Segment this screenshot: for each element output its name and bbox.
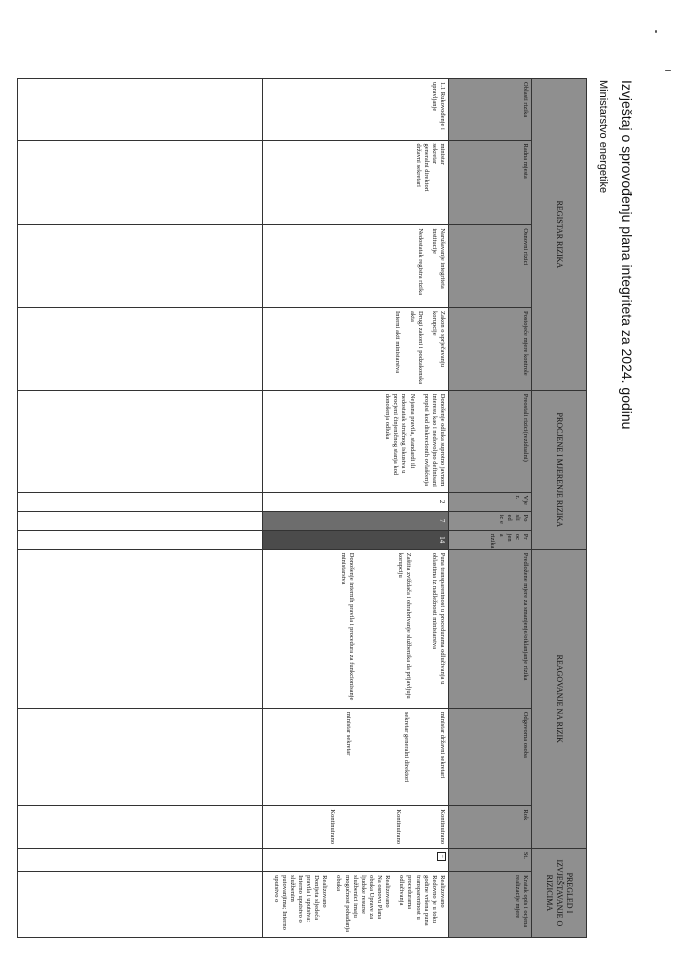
empty-cell (18, 848, 263, 871)
deadline-item: Kontinuirano (328, 809, 336, 845)
risk-item: Narušavanje integriteta institucije (430, 228, 446, 289)
header-measures: Predložene mjere za smanjenje/otklanjanje rizika (449, 549, 532, 708)
header-description: Kratak opis i ocjena realizacije mjere (449, 872, 532, 938)
measure-item: Zaštita zviždača i ohrabrivanje službenika da prijavljuju korupciju (396, 552, 412, 699)
empty-cell (18, 708, 263, 806)
status-item: Realizovano (321, 875, 329, 908)
empty-cell (18, 308, 263, 391)
empty-cell (18, 492, 263, 511)
workplace-item: državni sekretari (414, 143, 422, 187)
group-review: PREGLED I IZVJEŠTAVANJE O RIZICIMA (532, 848, 587, 937)
table-row (18, 79, 263, 938)
table-row (263, 79, 449, 938)
workplace-item: ministar (439, 143, 446, 165)
header-score: Pr oc jen a rizika (449, 530, 532, 549)
cell-deadline (263, 806, 449, 848)
cell-measures (263, 549, 449, 708)
residual-item: Donošenje odluka suprotno javnom interesu kao i nedovoljno definisani propisi kod diskrecionih ovlašćenja (422, 393, 446, 487)
residual-item: Nejasna pravila, standardi ili nedostatak stručnog iskustva u procjeni činjeničnog stanja kod donošenja odluka (384, 393, 416, 476)
checkbox-icon: − (437, 852, 446, 861)
cell-workplace (263, 140, 449, 225)
empty-cell (18, 511, 263, 530)
deadline-item: Kontinuirano (439, 809, 446, 845)
cell-responsible (263, 708, 449, 806)
cell-description (263, 872, 449, 938)
risk-register-table (18, 78, 588, 938)
cell-probability: 2 (263, 492, 449, 511)
document-subtitle: Ministarstvo energetike (597, 80, 609, 194)
control-item: Drugi zakoni i podzakonska akta (408, 311, 424, 385)
header-probability: Vje r. (449, 492, 532, 511)
measure-item: Donošenje internih pravila i procedura za funkcionisanje ministarstva (340, 552, 356, 701)
workplace-item: sekretar (430, 143, 438, 165)
empty-cell (18, 549, 263, 708)
empty-cell (18, 530, 263, 549)
empty-cell (18, 79, 263, 141)
description-item: Na osnovu Plana obuka Uprave za ljudske resurse službenici imaju mogućnost pohađanja obuka (335, 875, 384, 933)
cell-impact: 7 (263, 511, 449, 530)
header-st: St. (449, 848, 532, 871)
control-item: Zakon o sprječavanju korupcije (430, 311, 446, 367)
empty-cell (18, 390, 263, 492)
empty-cell (18, 225, 263, 308)
status-item: Realizovano (439, 875, 446, 908)
group-assessment: PROCJENE I MJERENJE RIZIKA (532, 390, 587, 549)
cell-area: 1.1 Rukovođenje i upravljanje (263, 79, 449, 141)
header-deadline: Rok (449, 806, 532, 848)
cell-st (263, 848, 449, 871)
header-workplace: Radna mjesta (449, 140, 532, 225)
cell-score: 14 (263, 530, 449, 549)
control-item: Interni akti ministarstva (394, 311, 402, 374)
empty-cell (18, 140, 263, 225)
responsible-item: ministar sekretar (344, 711, 352, 756)
document-title: Izvještaj o sprovođenju plana integriteta za 2024. godinu (619, 80, 635, 430)
measure-item: Puna transparentnost u procedurama odlučivanja u oblastima iz nadležnosti ministarstva (430, 552, 446, 685)
deadline-item: Kontinuirano (394, 809, 402, 845)
responsible-item: sekretar generalni direktori (402, 711, 410, 783)
responsible-item: ministar državni sekretari (439, 711, 446, 779)
cell-residual (263, 390, 449, 492)
group-register: REGISTAR RIZIKA (532, 79, 587, 391)
header-residual: Preostali rizici(rezidualni) (449, 390, 532, 492)
empty-cell (18, 872, 263, 938)
description-item: Redovno je u toku godine vršena puna transparentnost u procedurama odlučivanja (398, 875, 438, 926)
cell-controls (263, 308, 449, 391)
header-impact: Po sli ed ic e (449, 511, 532, 530)
description-item: Donijeta sljedeća pravila i uputstva: Interno uputstvo o službenim putovanjima; Interno uputstvo o (272, 875, 321, 930)
workplace-item: generalni direktori (422, 143, 430, 192)
risk-item: Nedostatak registra rizika (416, 228, 424, 296)
empty-cell (18, 806, 263, 848)
status-item: Realizovano (384, 875, 392, 908)
cell-risks (263, 225, 449, 308)
header-controls: Postojeće mjere kontrole (449, 308, 532, 391)
header-risks: Osnovni rizici (449, 225, 532, 308)
header-responsible: Odgovorna osoba (449, 708, 532, 806)
header-area: Oblasti rizika (449, 79, 532, 141)
group-response: REAGOVANJE NA RIZIK (532, 549, 587, 848)
